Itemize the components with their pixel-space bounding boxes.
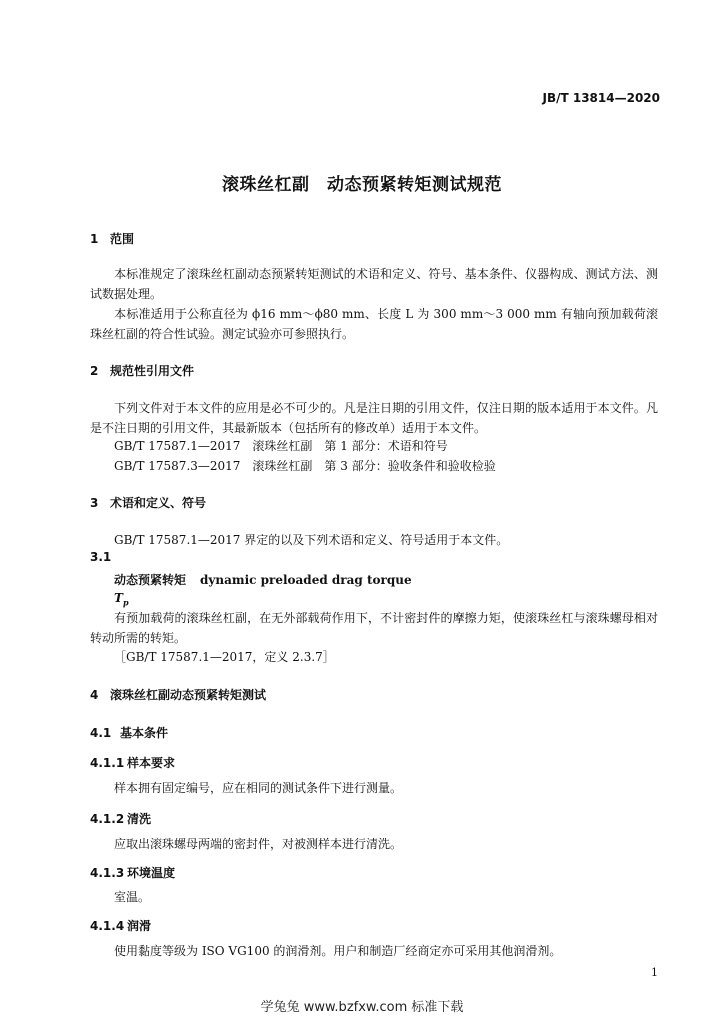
term-english: dynamic preloaded drag torque <box>200 573 412 587</box>
section-4-1-4-text: 使用黏度等级为 ISO VG100 的润滑剂。用户和制造厂经商定亦可采用其他润滑剂。 <box>114 944 562 958</box>
section-3-heading <box>90 494 206 511</box>
section-4-1-3-text: 室温。 <box>114 890 151 904</box>
term-symbol <box>114 591 129 607</box>
definition-source: ［GB/T 17587.1—2017，定义 2.3.7］ <box>114 650 335 664</box>
page-number: 1 <box>651 966 658 979</box>
paragraph-text: 下列文件对于本文件的应用是必不可少的。凡是注日期的引用文件，仅注日期的版本适用于本文件。凡是不注日期的引用文件，其最新版本（包括所有的修改单）适用于本文件。 <box>90 401 658 435</box>
paragraph-text: 本标准规定了滚珠丝杠副动态预紧转矩测试的术语和定义、符号、基本条件、仪器构成、测试方法、测试数据处理。 <box>90 267 658 301</box>
section-title: 规范性引用文件 <box>110 364 195 378</box>
reference-1: GB/T 17587.1—2017 滚珠丝杠副 第 1 部分：术语和符号 <box>114 439 448 453</box>
section-1-paragraph-1 <box>90 264 658 304</box>
section-4-heading <box>90 686 266 703</box>
section-4-1-heading <box>90 724 168 741</box>
symbol-subscript: p <box>122 597 129 608</box>
section-title: 滚珠丝杠副动态预紧转矩测试 <box>110 688 267 702</box>
section-4-1-2-heading <box>90 810 151 827</box>
section-title: 样本要求 <box>127 756 176 770</box>
document-title: 滚珠丝杠副 动态预紧转矩测试规范 <box>222 175 502 195</box>
paragraph-text: 本标准适用于公称直径为 ϕ16 mm～ϕ80 mm、长度 L 为 300 mm～3 000 mm 有轴向预加载荷滚珠丝杠副的符合性试验。测定试验亦可参照执行。 <box>90 307 658 341</box>
section-number: 2 <box>90 364 99 378</box>
section-3-paragraph-1: GB/T 17587.1—2017 界定的以及下列术语和定义、符号适用于本文件。 <box>114 533 509 547</box>
document-number: JB/T 13814—2020 <box>542 91 660 105</box>
section-number: 4.1 <box>90 726 112 740</box>
section-number: 3 <box>90 496 99 510</box>
section-1-heading <box>90 230 134 247</box>
symbol-letter: T <box>114 591 123 605</box>
section-4-1-2-text: 应取出滚珠螺母两端的密封件，对被测样本进行清洗。 <box>114 837 403 851</box>
paragraph-text: 有预加载荷的滚珠丝杠副，在无外部载荷作用下，不计密封件的摩擦力矩，使滚珠丝杠与滚珠螺母相对转动所需的转矩。 <box>90 611 658 645</box>
section-1-paragraph-2 <box>90 304 658 344</box>
term-entry <box>114 571 412 588</box>
section-4-1-3-heading <box>90 864 175 881</box>
section-number: 4.1.2 <box>90 812 125 826</box>
section-4-1-1-text: 样本拥有固定编号，应在相同的测试条件下进行测量。 <box>114 781 403 795</box>
section-4-1-1-heading <box>90 754 175 771</box>
section-title: 基本条件 <box>120 726 169 740</box>
section-title: 清洗 <box>127 812 152 826</box>
clause-number: 3.1 <box>90 550 112 564</box>
section-number: 4.1.3 <box>90 866 125 880</box>
section-title: 环境温度 <box>127 866 176 880</box>
section-title: 术语和定义、符号 <box>110 496 207 510</box>
section-title: 润滑 <box>127 919 152 933</box>
section-number: 4.1.4 <box>90 919 125 933</box>
reference-2: GB/T 17587.3—2017 滚珠丝杠副 第 3 部分：验收条件和验收检验 <box>114 459 496 473</box>
section-number: 4 <box>90 688 99 702</box>
term-chinese: 动态预紧转矩 <box>114 573 187 587</box>
term-definition <box>90 608 658 648</box>
section-number: 4.1.1 <box>90 756 125 770</box>
section-number: 1 <box>90 232 99 246</box>
section-2-heading <box>90 362 194 379</box>
section-4-1-4-heading <box>90 917 151 934</box>
section-title: 范围 <box>110 232 135 246</box>
footer-watermark: 学兔兔 www.bzfxw.com 标准下载 <box>260 1000 464 1015</box>
section-2-paragraph-1 <box>90 398 658 438</box>
